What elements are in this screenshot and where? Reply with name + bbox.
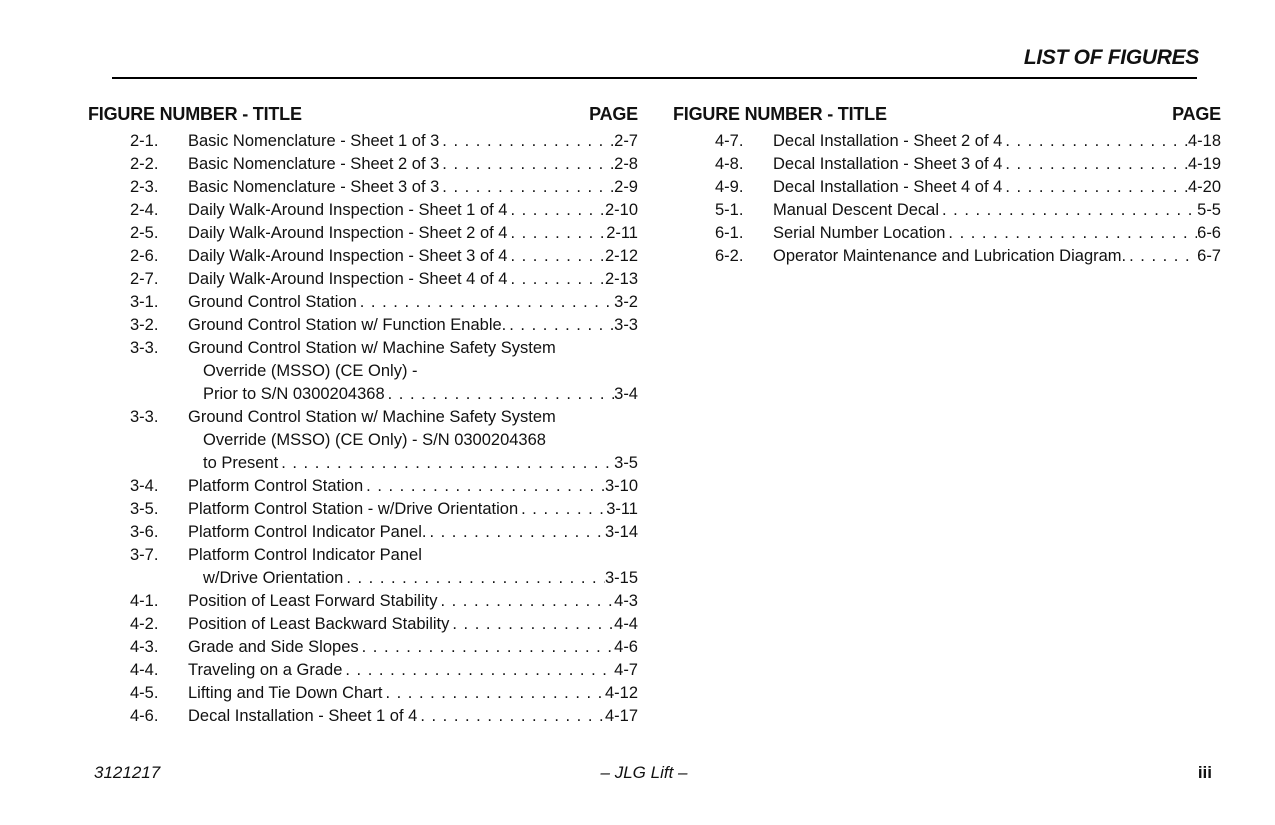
figure-title-text: Operator Maintenance and Lubrication Diagram. xyxy=(773,247,1127,265)
figure-entry[interactable] xyxy=(88,199,638,222)
figure-page-number: 2-11 xyxy=(606,224,638,242)
figure-page-number: 2-12 xyxy=(604,247,638,265)
figure-title-line xyxy=(188,222,638,245)
dot-leader xyxy=(939,199,1197,222)
figure-title-text: Lifting and Tie Down Chart xyxy=(188,684,383,702)
figure-title-line xyxy=(188,153,638,176)
figure-title-text: Manual Descent Decal xyxy=(773,201,939,219)
figure-title-block xyxy=(188,222,638,245)
dot-leader xyxy=(417,705,605,728)
figure-title-block xyxy=(188,613,638,636)
figure-title-line xyxy=(188,705,638,728)
figure-title-block xyxy=(188,314,638,337)
figure-entry[interactable] xyxy=(88,636,638,659)
figure-title-line xyxy=(773,222,1221,245)
figure-number: 3-5. xyxy=(130,500,159,518)
figure-title-block xyxy=(188,199,638,222)
figure-title-line xyxy=(188,475,638,498)
figure-page-number: 3-5 xyxy=(614,454,638,472)
figure-title-text: Prior to S/N 0300204368 xyxy=(203,385,385,403)
figure-number: 4-6. xyxy=(130,707,159,725)
figure-page-number: 4-20 xyxy=(1187,178,1221,196)
figure-number: 4-4. xyxy=(130,661,159,679)
figure-number: 2-3. xyxy=(130,178,159,196)
figure-title-block xyxy=(188,245,638,268)
figure-number: 4-9. xyxy=(715,178,744,196)
figure-entry[interactable] xyxy=(88,176,638,199)
figure-title-block xyxy=(188,544,638,590)
figure-number: 4-2. xyxy=(130,615,159,633)
figure-title-line xyxy=(188,429,638,452)
figure-entry[interactable] xyxy=(88,130,638,153)
figures-column-left xyxy=(88,102,638,728)
figure-number: 3-6. xyxy=(130,523,159,541)
figure-title-text: Ground Control Station w/ Machine Safety System xyxy=(188,408,556,426)
column-header xyxy=(673,102,1221,130)
column-header-page: PAGE xyxy=(1172,104,1221,124)
figure-title-line xyxy=(188,498,638,521)
figure-title-line xyxy=(188,521,638,544)
figure-number: 2-1. xyxy=(130,132,159,150)
figure-title-line xyxy=(188,567,638,590)
dot-leader xyxy=(507,245,605,268)
figure-title-text: Daily Walk-Around Inspection - Sheet 2 of 4 xyxy=(188,224,508,242)
dot-leader xyxy=(507,268,605,291)
figure-title-line xyxy=(773,199,1221,222)
dot-leader xyxy=(278,452,614,475)
figure-title-text: Override (MSSO) (CE Only) - xyxy=(203,362,418,380)
figure-title-line xyxy=(188,383,638,406)
figure-title-text: Basic Nomenclature - Sheet 1 of 3 xyxy=(188,132,440,150)
figure-list xyxy=(673,130,1221,268)
figure-title-block xyxy=(188,705,638,728)
figure-title-line xyxy=(188,360,638,383)
figure-page-number: 3-10 xyxy=(604,477,638,495)
figure-page-number: 2-8 xyxy=(614,155,638,173)
figure-title-block xyxy=(188,291,638,314)
figure-page-number: 4-12 xyxy=(604,684,638,702)
figure-title-line xyxy=(188,314,638,337)
figure-title-line xyxy=(773,245,1221,268)
figure-title-line xyxy=(188,544,638,567)
figure-number: 3-7. xyxy=(130,546,159,564)
figure-title-line xyxy=(188,337,638,360)
figure-title-block xyxy=(188,153,638,176)
figure-entry[interactable] xyxy=(88,337,638,406)
figure-title-line xyxy=(188,130,638,153)
figure-page-number: 4-4 xyxy=(614,615,638,633)
figure-title-block xyxy=(773,176,1221,199)
figure-number: 6-1. xyxy=(715,224,744,242)
dot-leader xyxy=(439,130,614,153)
figure-entry[interactable] xyxy=(673,130,1221,153)
figure-title-text: Serial Number Location xyxy=(773,224,946,242)
figure-page-number: 4-18 xyxy=(1187,132,1221,150)
figure-title-block xyxy=(188,659,638,682)
figure-title-block xyxy=(188,521,638,544)
figure-title-text: Daily Walk-Around Inspection - Sheet 3 of 4 xyxy=(188,247,508,265)
figure-title-block xyxy=(188,498,638,521)
figure-number: 3-3. xyxy=(130,408,159,426)
dot-leader xyxy=(507,199,605,222)
figure-entry[interactable] xyxy=(88,544,638,590)
figure-title-block xyxy=(773,199,1221,222)
figure-page-number: 2-7 xyxy=(614,132,638,150)
figure-title-block xyxy=(188,268,638,291)
figure-title-text: Grade and Side Slopes xyxy=(188,638,359,656)
figure-number: 2-2. xyxy=(130,155,159,173)
figure-title-text: Override (MSSO) (CE Only) - S/N 0300204368 xyxy=(203,431,546,449)
figure-page-number: 2-9 xyxy=(614,178,638,196)
figure-number: 6-2. xyxy=(715,247,744,265)
dot-leader xyxy=(342,659,614,682)
figure-title-line xyxy=(773,153,1221,176)
figure-title-block xyxy=(773,153,1221,176)
dot-leader xyxy=(439,153,614,176)
figure-title-text: Position of Least Backward Stability xyxy=(188,615,450,633)
figure-entry[interactable] xyxy=(88,406,638,475)
figure-title-block xyxy=(188,176,638,199)
figure-page-number: 4-3 xyxy=(614,592,638,610)
figure-title-line xyxy=(188,659,638,682)
dot-leader xyxy=(385,383,615,406)
dot-leader xyxy=(359,636,615,659)
figure-title-text: Basic Nomenclature - Sheet 2 of 3 xyxy=(188,155,440,173)
figure-title-line xyxy=(188,590,638,613)
footer-page-number: iii xyxy=(1197,763,1212,782)
figures-column-right xyxy=(673,102,1221,268)
figure-title-block xyxy=(188,337,638,406)
figure-page-number: 4-19 xyxy=(1187,155,1221,173)
figure-page-number: 2-13 xyxy=(604,270,638,288)
figure-title-text: Platform Control Indicator Panel. xyxy=(188,523,427,541)
figure-title-line xyxy=(188,176,638,199)
figure-page-number: 6-7 xyxy=(1197,247,1221,265)
dot-leader xyxy=(1002,153,1188,176)
figure-title-text: Platform Control Indicator Panel xyxy=(188,546,422,564)
figure-number: 3-4. xyxy=(130,477,159,495)
page-header-title: LIST OF FIGURES xyxy=(1023,46,1199,69)
dot-leader xyxy=(518,498,606,521)
dot-leader xyxy=(363,475,605,498)
dot-leader xyxy=(507,222,606,245)
figure-title-line xyxy=(188,291,638,314)
figure-title-line xyxy=(188,199,638,222)
figure-title-block xyxy=(188,682,638,705)
dot-leader xyxy=(1126,245,1197,268)
figure-page-number: 4-7 xyxy=(614,661,638,679)
figure-number: 2-4. xyxy=(130,201,159,219)
figure-number: 5-1. xyxy=(715,201,744,219)
figure-page-number: 3-4 xyxy=(614,385,638,403)
figure-number: 2-7. xyxy=(130,270,159,288)
figure-entry[interactable] xyxy=(673,153,1221,176)
figure-entry[interactable] xyxy=(673,176,1221,199)
figure-title-text: Basic Nomenclature - Sheet 3 of 3 xyxy=(188,178,440,196)
figure-title-block xyxy=(188,406,638,475)
figure-number: 4-8. xyxy=(715,155,744,173)
dot-leader xyxy=(382,682,605,705)
figure-page-number: 4-17 xyxy=(604,707,638,725)
figure-title-text: w/Drive Orientation xyxy=(203,569,344,587)
figure-title-line xyxy=(188,636,638,659)
figure-entry[interactable] xyxy=(88,705,638,728)
figure-title-line xyxy=(773,176,1221,199)
figure-list xyxy=(88,130,638,728)
figure-entry[interactable] xyxy=(88,291,638,314)
figure-entry[interactable] xyxy=(88,613,638,636)
figure-entry[interactable] xyxy=(88,222,638,245)
figure-number: 4-7. xyxy=(715,132,744,150)
figure-title-text: Ground Control Station xyxy=(188,293,357,311)
figure-page-number: 2-10 xyxy=(604,201,638,219)
figure-entry[interactable] xyxy=(88,659,638,682)
figure-number: 2-5. xyxy=(130,224,159,242)
figure-title-text: Ground Control Station w/ Function Enable. xyxy=(188,316,507,334)
figure-title-text: Decal Installation - Sheet 3 of 4 xyxy=(773,155,1003,173)
footer-publisher: – JLG Lift – xyxy=(600,763,688,782)
figure-title-block xyxy=(188,636,638,659)
figure-entry[interactable] xyxy=(88,245,638,268)
dot-leader xyxy=(426,521,605,544)
dot-leader xyxy=(1002,176,1188,199)
figure-title-line xyxy=(188,613,638,636)
dot-leader xyxy=(506,314,614,337)
figure-entry[interactable] xyxy=(673,245,1221,268)
figure-title-text: Daily Walk-Around Inspection - Sheet 1 of 4 xyxy=(188,201,508,219)
figure-number: 4-5. xyxy=(130,684,159,702)
figure-title-text: Daily Walk-Around Inspection - Sheet 4 of 4 xyxy=(188,270,508,288)
figure-entry[interactable] xyxy=(673,199,1221,222)
dot-leader xyxy=(1002,130,1188,153)
figure-number: 4-3. xyxy=(130,638,159,656)
figure-title-block xyxy=(773,245,1221,268)
figure-entry[interactable] xyxy=(88,498,638,521)
figure-number: 3-2. xyxy=(130,316,159,334)
figure-entry[interactable] xyxy=(673,222,1221,245)
figure-number: 2-6. xyxy=(130,247,159,265)
figure-title-block xyxy=(188,590,638,613)
figure-title-text: Ground Control Station w/ Machine Safety System xyxy=(188,339,556,357)
header-rule xyxy=(112,77,1197,79)
figure-page-number: 6-6 xyxy=(1197,224,1221,242)
figure-title-line xyxy=(188,245,638,268)
figure-title-block xyxy=(188,130,638,153)
figure-title-text: Decal Installation - Sheet 2 of 4 xyxy=(773,132,1003,150)
figure-title-block xyxy=(773,222,1221,245)
figure-title-text: Decal Installation - Sheet 1 of 4 xyxy=(188,707,418,725)
figure-number: 3-3. xyxy=(130,339,159,357)
figure-page-number: 3-11 xyxy=(606,500,638,518)
figure-entry[interactable] xyxy=(88,682,638,705)
footer-doc-number: 3121217 xyxy=(94,763,161,782)
figure-entry[interactable] xyxy=(88,268,638,291)
figure-title-line xyxy=(188,406,638,429)
dot-leader xyxy=(449,613,614,636)
figure-entry[interactable] xyxy=(88,153,638,176)
figure-title-line xyxy=(188,452,638,475)
figure-title-text: Decal Installation - Sheet 4 of 4 xyxy=(773,178,1003,196)
dot-leader xyxy=(357,291,614,314)
figure-page-number: 3-2 xyxy=(614,293,638,311)
figure-title-block xyxy=(188,475,638,498)
figure-title-text: Position of Least Forward Stability xyxy=(188,592,438,610)
dot-leader xyxy=(437,590,614,613)
figure-title-block xyxy=(773,130,1221,153)
figure-entry[interactable] xyxy=(88,475,638,498)
figure-page-number: 4-6 xyxy=(614,638,638,656)
column-header-page: PAGE xyxy=(589,104,638,124)
figure-title-text: to Present xyxy=(203,454,279,472)
figure-title-text: Platform Control Station xyxy=(188,477,364,495)
figure-entry[interactable] xyxy=(88,521,638,544)
dot-leader xyxy=(343,567,605,590)
figure-title-line xyxy=(188,682,638,705)
figure-number: 3-1. xyxy=(130,293,159,311)
column-header xyxy=(88,102,638,130)
figure-page-number: 3-3 xyxy=(614,316,638,334)
figure-title-line xyxy=(773,130,1221,153)
figure-entry[interactable] xyxy=(88,590,638,613)
figure-page-number: 3-15 xyxy=(604,569,638,587)
dot-leader xyxy=(439,176,614,199)
figure-page-number: 3-14 xyxy=(604,523,638,541)
dot-leader xyxy=(945,222,1197,245)
figure-entry[interactable] xyxy=(88,314,638,337)
figure-title-line xyxy=(188,268,638,291)
figure-page-number: 5-5 xyxy=(1197,201,1221,219)
figure-title-text: Platform Control Station - w/Drive Orientation xyxy=(188,500,519,518)
column-header-title: FIGURE NUMBER - TITLE xyxy=(88,104,302,124)
column-header-title: FIGURE NUMBER - TITLE xyxy=(673,104,887,124)
figure-title-text: Traveling on a Grade xyxy=(188,661,343,679)
figure-number: 4-1. xyxy=(130,592,159,610)
